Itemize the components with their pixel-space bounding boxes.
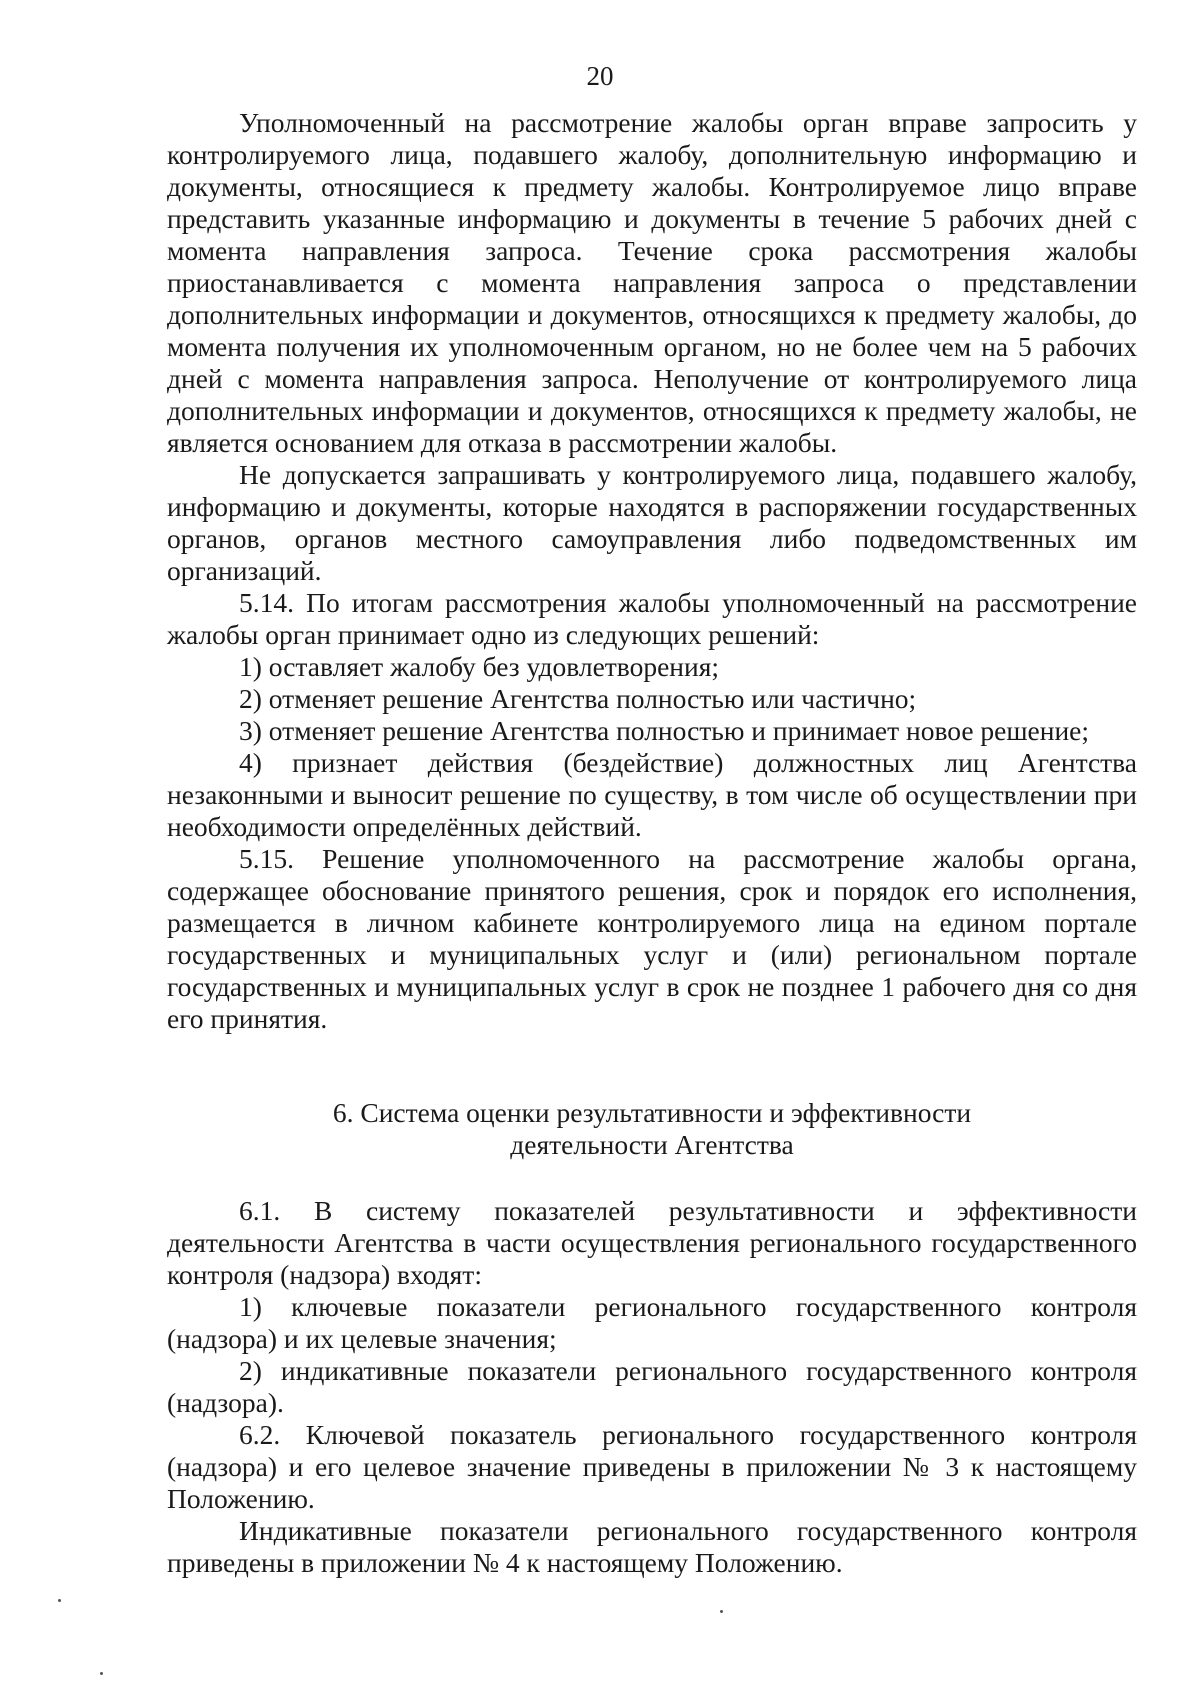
page-number: 20: [586, 61, 614, 91]
list-item: 1) ключевые показатели регионального государственного контроля (надзора) и их целевые значения;: [167, 1291, 1137, 1354]
paragraph: Не допускается запрашивать у контролируемого лица, подавшего жалобу, информацию и документы, которые находятся в распоряжении государственных органов, органов местного самоуправления либо подведомственных им организаций.: [167, 459, 1137, 586]
section-heading-line: деятельности Агентства: [510, 1129, 794, 1160]
paragraph: Уполномоченный на рассмотрение жалобы орган вправе запросить у контролируемого лица, подавшего жалобу, дополнительную информацию и документы, относящиеся к предмету жалобы. Контролируемое лицо вправе представить указанные информацию и документы в течение 5 рабочих дней с момента направления запроса. Течение срока рассмотрения жалобы приостанавливается с момента направления запроса о представлении дополнительных информации и документов, относящихся к предмету жалобы, до момента получения их уполномоченным органом, но не более чем на 5 рабочих дней с момента направления запроса. Неполучение от контролируемого лица дополнительных информации и документов, относящихся к предмету жалобы, не является основанием для отказа в рассмотрении жалобы.: [167, 107, 1137, 458]
list-item: 2) индикативные показатели регионального государственного контроля (надзора).: [167, 1355, 1137, 1418]
paragraph: 6.2. Ключевой показатель регионального государственного контроля (надзора) и его целевое значение приведены в приложении № 3 к настоящему Положению.: [167, 1419, 1137, 1514]
scan-speck: [720, 1610, 723, 1613]
paragraph: 6.1. В систему показателей результативности и эффективности деятельности Агентства в части осуществления регионального государственного контроля (надзора) входят:: [167, 1195, 1137, 1290]
list-item: 1) оставляет жалобу без удовлетворения;: [239, 651, 720, 682]
paragraph: 5.15. Решение уполномоченного на рассмотрение жалобы органа, содержащее обоснование принятого решения, срок и порядок его исполнения, размещается в личном кабинете контролируемого лица на едином портале государственных и муниципальных услуг и (или) региональном портале государственных и муниципальных услуг в срок не позднее 1 рабочего дня со дня его принятия.: [167, 843, 1137, 1034]
list-item: 4) признает действия (бездействие) должностных лиц Агентства незаконными и выносит решение по существу, в том числе об осуществлении при необходимости определённых действий.: [167, 747, 1137, 842]
list-item: 2) отменяет решение Агентства полностью или частично;: [239, 683, 917, 714]
scan-speck: [58, 1599, 61, 1602]
section-heading-line: 6. Система оценки результативности и эффективности: [332, 1097, 972, 1128]
section-heading: [167, 1097, 1137, 1161]
paragraph: 5.14. По итогам рассмотрения жалобы уполномоченный на рассмотрение жалобы орган принимает одно из следующих решений:: [167, 587, 1137, 650]
scan-speck: [100, 1672, 103, 1675]
text-block-top: [167, 107, 1137, 1035]
text-block-bottom: [167, 1195, 1137, 1579]
list-item: 3) отменяет решение Агентства полностью и принимает новое решение;: [239, 715, 1090, 746]
paragraph: Индикативные показатели регионального государственного контроля приведены в приложении № 4 к настоящему Положению.: [167, 1515, 1137, 1578]
